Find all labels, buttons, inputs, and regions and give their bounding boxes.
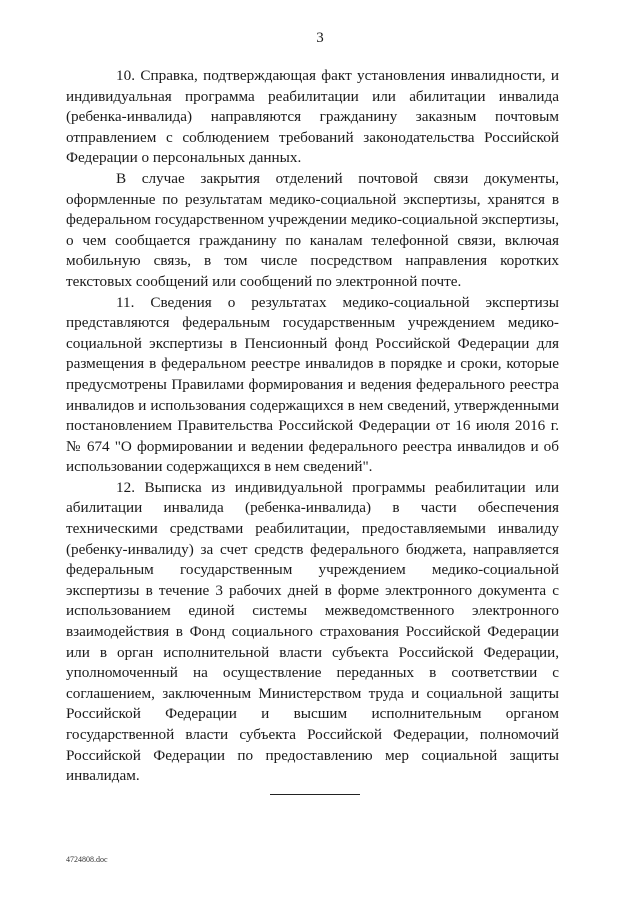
page-number: 3	[316, 30, 324, 46]
paragraph-12: 12. Выписка из индивидуальной программы реабилитации или абилитации инвалида (ребенка-инвалида) в части обеспечения техническими средствами реабилитации, предоставляемыми инвалиду (ребенку-инвалиду) за счет средств федерального бюджета, направляется федеральным государственным учреждением медико-социальной экспертизы в течение 3 рабочих дней в форме электронного документа с использованием единой системы межведомственного электронного взаимодействия в Фонд социального страхования Российской Федерации или в орган исполнительной власти субъекта Российской Федерации, уполномоченный на осуществление переданных в соответствии с соглашением, заключенным Министерством труда и социальной защиты Российской Федерации и высшим исполнительным органом государственной власти субъекта Российской Федерации, полномочий Российской Федерации по предоставлению мер социальной защиты инвалидам.	[66, 478, 559, 785]
end-separator-line	[270, 794, 360, 795]
document-body	[66, 66, 559, 787]
paragraph-post-office-closure: В случае закрытия отделений почтовой связи документы, оформленные по результатам медико-социальной экспертизы, хранятся в федеральном государственном учреждении медико-социальной экспертизы, о чем сообщается гражданину по каналам телефонной связи, включая мобильную связь, в том числе посредством направления коротких текстовых сообщений или сообщений по электронной почте.	[66, 169, 559, 290]
paragraph-11: 11. Сведения о результатах медико-социальной экспертизы представляются федеральным государственным учреждением медико-социальной экспертизы в Пенсионный фонд Российской Федерации для размещения в федеральном реестре инвалидов в порядке и сроки, которые предусмотрены Правилами формирования и ведения федерального реестра инвалидов и использования содержащихся в нем сведений, утвержденными постановлением Правительства Российской Федерации от 16 июля 2016 г. № 674 "О формировании и ведении федерального реестра инвалидов и об использовании содержащихся в нем сведений".	[66, 293, 559, 476]
paragraph-10: 10. Справка, подтверждающая факт установления инвалидности, и индивидуальная программа реабилитации или абилитации инвалида (ребенка-инвалида) направляются гражданину заказным почтовым отправлением с соблюдением требований законодательства Российской Федерации о персональных данных.	[66, 67, 559, 167]
footer-filename: 4724808.doc	[66, 855, 108, 864]
